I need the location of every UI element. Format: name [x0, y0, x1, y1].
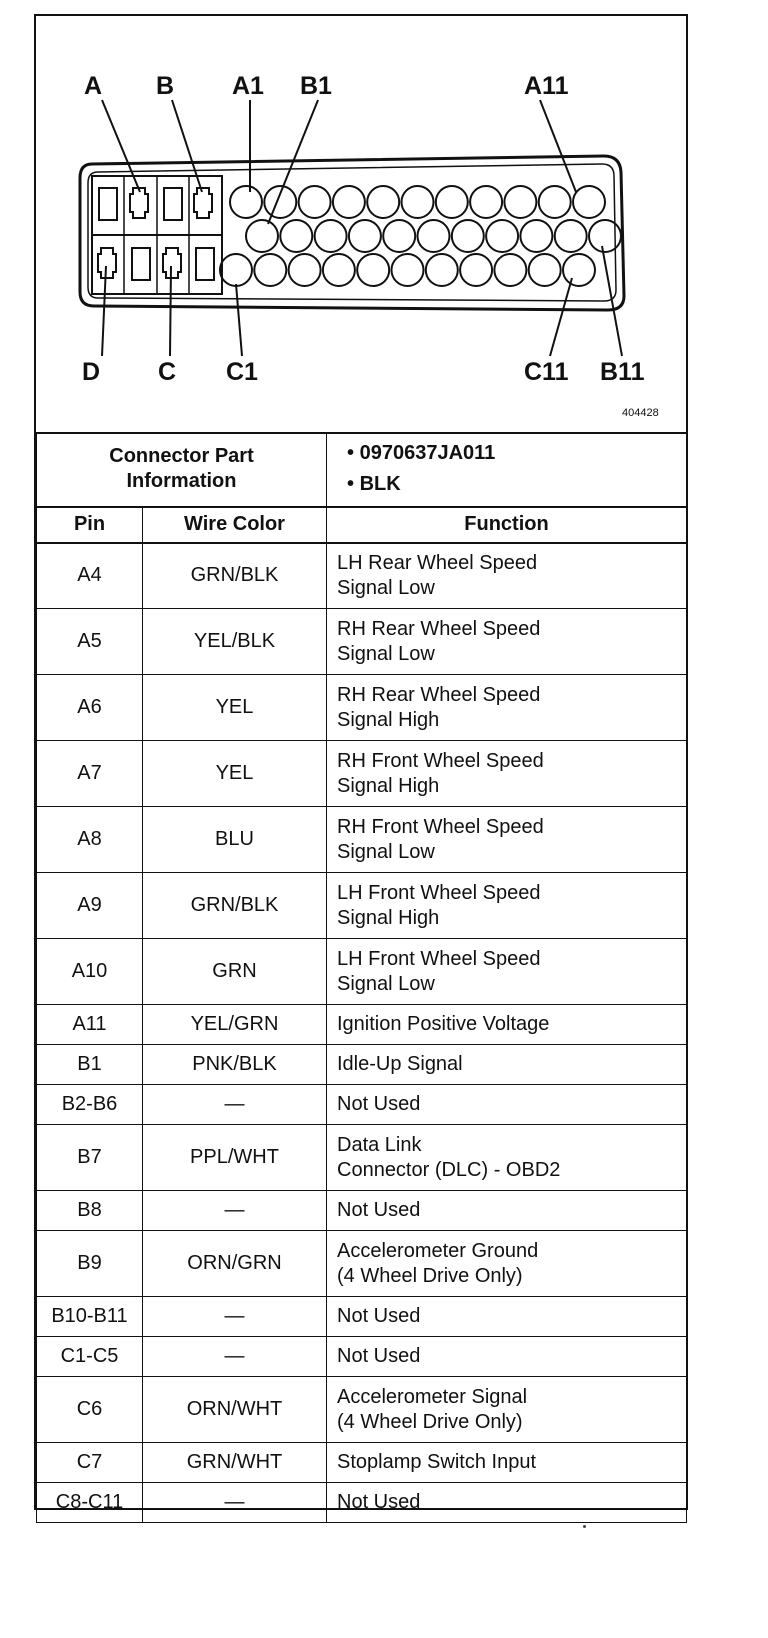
wire-color-cell: GRN/BLK: [143, 543, 327, 609]
table-row: [37, 1443, 687, 1483]
blade-slot: [99, 188, 117, 220]
connector-info-label: Connector Part Information: [37, 433, 327, 507]
table-row: [37, 873, 687, 939]
pin-cavity-a: [470, 186, 502, 218]
function-text: (4 Wheel Drive Only): [337, 1410, 523, 1433]
function-text: LH Front Wheel Speed: [337, 881, 541, 904]
pin-cavity-b: [349, 220, 381, 252]
function-text: Idle-Up Signal: [337, 1053, 463, 1075]
wire-color-cell: GRN/WHT: [143, 1443, 327, 1483]
function-text: Signal Low: [337, 576, 435, 599]
pin-cavity-c: [392, 254, 424, 286]
pin-cell: A5: [37, 609, 143, 675]
pin-cell: C6: [37, 1377, 143, 1443]
pin-cavity-b: [555, 220, 587, 252]
pin-cavity-b: [315, 220, 347, 252]
part-number: 0970637JA011: [359, 442, 496, 465]
pin-cell: C7: [37, 1443, 143, 1483]
terminal-b: [194, 188, 212, 218]
wire-color-cell: YEL: [143, 675, 327, 741]
function-cell: [327, 543, 687, 609]
wire-color-cell: ORN/GRN: [143, 1231, 327, 1297]
pin-cavity-c: [323, 254, 355, 286]
wire-color-cell: ORN/WHT: [143, 1377, 327, 1443]
label-c1: C1: [226, 358, 258, 386]
function-text: Signal Low: [337, 972, 435, 995]
connector-diagram: [36, 16, 686, 434]
function-text: Signal High: [337, 774, 440, 797]
table-row: [37, 1297, 687, 1337]
pin-cell: A4: [37, 543, 143, 609]
function-text: RH Rear Wheel Speed: [337, 617, 541, 640]
pin-cavity-c: [494, 254, 526, 286]
wire-color-cell: PPL/WHT: [143, 1125, 327, 1191]
pin-cavity-b: [520, 220, 552, 252]
table-row: [37, 1045, 687, 1085]
table-row: [37, 1125, 687, 1191]
function-text: Not Used: [337, 1093, 421, 1115]
pin-cell: B2-B6: [37, 1085, 143, 1125]
function-cell: [327, 873, 687, 939]
function-cell: [327, 741, 687, 807]
leader-c: [170, 266, 171, 356]
function-cell: [327, 939, 687, 1005]
pin-cavity-a: [539, 186, 571, 218]
pin-cavity-a: [230, 186, 262, 218]
pin-cell: B8: [37, 1191, 143, 1231]
wire-color-cell: GRN: [143, 939, 327, 1005]
function-text: Ignition Positive Voltage: [337, 1013, 550, 1035]
function-text: Accelerometer Ground: [337, 1239, 539, 1262]
connector-housing-outer: [80, 156, 624, 310]
table-row: [37, 807, 687, 873]
blade-slot: [164, 188, 182, 220]
function-text: RH Front Wheel Speed: [337, 815, 544, 838]
wire-color-cell: —: [143, 1297, 327, 1337]
function-text: Data Link: [337, 1133, 422, 1156]
table-row: [37, 741, 687, 807]
pin-cavity-c: [220, 254, 252, 286]
pin-cavity-b: [452, 220, 484, 252]
function-cell: [327, 1231, 687, 1297]
function-text: Stoplamp Switch Input: [337, 1451, 536, 1473]
function-text: Not Used: [337, 1491, 421, 1513]
pin-cell: B7: [37, 1125, 143, 1191]
function-text: Signal High: [337, 708, 440, 731]
function-cell: [327, 1085, 687, 1125]
function-text: RH Rear Wheel Speed: [337, 683, 541, 706]
pin-cavity-c: [529, 254, 561, 286]
connector-info-values: • 0970637JA011 • BLK: [327, 433, 687, 507]
function-text: Not Used: [337, 1345, 421, 1367]
label-b1: B1: [300, 72, 332, 100]
function-text: Signal High: [337, 906, 440, 929]
function-text: Not Used: [337, 1199, 421, 1221]
pin-cavity-c: [460, 254, 492, 286]
pin-cell: B10-B11: [37, 1297, 143, 1337]
pin-cavity-a: [402, 186, 434, 218]
terminal-c: [163, 248, 181, 278]
function-text: (4 Wheel Drive Only): [337, 1264, 523, 1287]
wire-color-cell: —: [143, 1483, 327, 1523]
wire-color-cell: —: [143, 1337, 327, 1377]
pin-cavity-c: [289, 254, 321, 286]
function-cell: [327, 807, 687, 873]
terminal-a: [130, 188, 148, 218]
function-text: Signal Low: [337, 840, 435, 863]
connector-color: BLK: [359, 473, 401, 496]
function-cell: [327, 1297, 687, 1337]
function-cell: [327, 1005, 687, 1045]
pin-cavity-a: [333, 186, 365, 218]
stray-dot: [583, 1525, 586, 1528]
wire-color-column-header: Wire Color: [143, 507, 327, 543]
function-text: Connector (DLC) - OBD2: [337, 1158, 561, 1181]
pin-cavity-b: [418, 220, 450, 252]
pin-cell: B9: [37, 1231, 143, 1297]
blade-slot: [132, 248, 150, 280]
function-cell: [327, 1483, 687, 1523]
connector-figure: [34, 14, 688, 1513]
pinout-table: [36, 432, 687, 1523]
label-c: C: [158, 358, 177, 386]
pin-cell: A8: [37, 807, 143, 873]
label-b11: B11: [600, 358, 645, 386]
table-row: [37, 1231, 687, 1297]
pin-cavity-b: [246, 220, 278, 252]
wire-color-cell: YEL/GRN: [143, 1005, 327, 1045]
table-row: [37, 1085, 687, 1125]
table-row: [37, 1483, 687, 1523]
function-cell: [327, 1045, 687, 1085]
pin-cavity-a: [299, 186, 331, 218]
table-row: [37, 1191, 687, 1231]
wire-color-cell: GRN/BLK: [143, 873, 327, 939]
pin-cavity-c: [254, 254, 286, 286]
function-cell: [327, 609, 687, 675]
pin-cell: A9: [37, 873, 143, 939]
function-text: Accelerometer Signal: [337, 1385, 528, 1408]
leader-b: [172, 100, 202, 192]
pin-cavity-a: [264, 186, 296, 218]
table-row: [37, 1005, 687, 1045]
pin-cell: A6: [37, 675, 143, 741]
blade-slot: [196, 248, 214, 280]
pin-cavity-c: [426, 254, 458, 286]
table-row: [37, 1377, 687, 1443]
leader-a11: [540, 100, 576, 192]
label-b: B: [156, 72, 175, 100]
pin-cell: C1-C5: [37, 1337, 143, 1377]
pin-cell: C8-C11: [37, 1483, 143, 1523]
function-text: Not Used: [337, 1305, 421, 1327]
wire-color-cell: —: [143, 1191, 327, 1231]
table-row: [37, 1337, 687, 1377]
pin-cell: A10: [37, 939, 143, 1005]
table-row: [37, 939, 687, 1005]
wire-color-cell: —: [143, 1085, 327, 1125]
pin-cavity-a: [504, 186, 536, 218]
function-text: LH Front Wheel Speed: [337, 947, 541, 970]
label-a11: A11: [524, 72, 569, 100]
pin-cavity-c: [357, 254, 389, 286]
label-a1: A1: [232, 72, 264, 100]
pin-cavity-b: [589, 220, 621, 252]
function-cell: [327, 675, 687, 741]
terminal-d: [98, 248, 116, 278]
pin-cavity-a: [573, 186, 605, 218]
connector-info-row: [37, 433, 687, 507]
wire-color-cell: YEL: [143, 741, 327, 807]
leader-c1: [236, 284, 242, 356]
wire-color-cell: BLU: [143, 807, 327, 873]
pin-cavity-a: [436, 186, 468, 218]
pin-cell: A7: [37, 741, 143, 807]
wire-color-cell: PNK/BLK: [143, 1045, 327, 1085]
connector-face-drawing: [36, 16, 686, 430]
function-column-header: Function: [327, 507, 687, 543]
pin-cavity-b: [383, 220, 415, 252]
figure-number: 404428: [622, 407, 659, 419]
function-cell: [327, 1125, 687, 1191]
table-row: [37, 609, 687, 675]
label-d: D: [82, 358, 101, 386]
pin-cavity-b: [486, 220, 518, 252]
function-text: LH Rear Wheel Speed: [337, 551, 538, 574]
pin-cavity-a: [367, 186, 399, 218]
table-row: [37, 675, 687, 741]
pin-cell: A11: [37, 1005, 143, 1045]
function-text: RH Front Wheel Speed: [337, 749, 544, 772]
function-cell: [327, 1191, 687, 1231]
pin-cavity-b: [280, 220, 312, 252]
function-cell: [327, 1443, 687, 1483]
table-row: [37, 543, 687, 609]
function-cell: [327, 1337, 687, 1377]
pin-cell: B1: [37, 1045, 143, 1085]
function-cell: [327, 1377, 687, 1443]
label-c11: C11: [524, 358, 569, 386]
pin-cavity-c: [563, 254, 595, 286]
leader-c11: [550, 278, 572, 356]
pin-column-header: Pin: [37, 507, 143, 543]
table-header-row: [37, 507, 687, 543]
function-text: Signal Low: [337, 642, 435, 665]
leader-d: [102, 266, 106, 356]
label-a: A: [84, 72, 103, 100]
leader-a: [102, 100, 140, 192]
wire-color-cell: YEL/BLK: [143, 609, 327, 675]
